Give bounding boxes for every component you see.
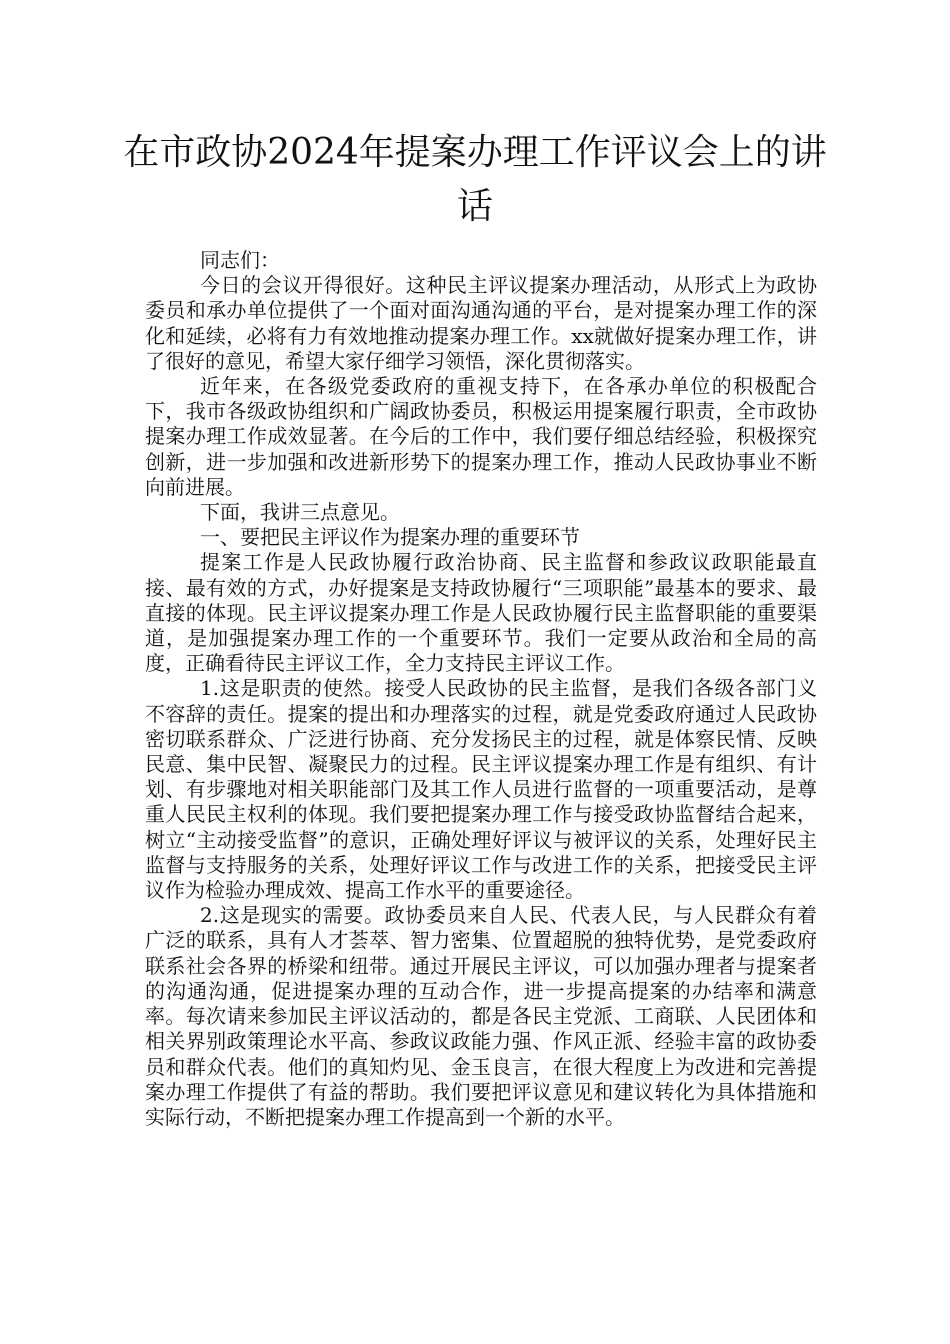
paragraph-proposal-work: 提案工作是人民政协履行政治协商、民主监督和参政议政职能最直接、最有效的方式，办好提案是支持政协履行“三项职能”最基本的要求、最直接的体现。民主评议提案办理工作是人民政协履行民主监督职能的重要渠道，是加强提案办理工作的一个重要环节。我们一定要从政治和全局的高度，正确看待民主评议工作，全力支持民主评议工作。 — [145, 550, 817, 676]
paragraph-three-points: 下面，我讲三点意见。 — [200, 500, 400, 525]
salutation: 同志们： — [200, 248, 280, 272]
document-body — [145, 248, 817, 1130]
paragraph-point-2: 2.这是现实的需要。政协委员来自人民、代表人民，与人民群众有着广泛的联系，具有人才荟萃、智力密集、位置超脱的独特优势，是党委政府联系社会各界的桥梁和纽带。通过开展民主评议，可以加强办理者与提案者的沟通沟通，促进提案办理的互动合作，进一步提高提案的办结率和满意率。每次请来参加民主评议活动的，都是各民主党派、工商联、人民团体和相关界别政策理论水平高、参政议政能力强、作风正派、经验丰富的政协委员和群众代表。他们的真知灼见、金玉良言，在很大程度上为改进和完善提案办理工作提供了有益的帮助。我们要把评议意见和建议转化为具体措施和实际行动，不断把提案办理工作提高到一个新的水平。 — [145, 903, 817, 1129]
document-title: 在市政协2024年提案办理工作评议会上的讲话 — [123, 132, 827, 227]
paragraph-recent-years: 近年来，在各级党委政府的重视支持下，在各承办单位的积极配合下，我市各级政协组织和广阔政协委员，积极运用提案履行职责，全市政协提案办理工作成效显著。在今后的工作中，我们要仔细总结经验，积极探究创新，进一步加强和改进新形势下的提案办理工作，推动人民政协事业不断向前进展。 — [145, 374, 817, 499]
paragraph-point-1: 1.这是职责的使然。接受人民政协的民主监督，是我们各级各部门义不容辞的责任。提案的提出和办理落实的过程，就是党委政府通过人民政协密切联系群众、广泛进行协商、充分发扬民主的过程，就是体察民情、反映民意、集中民智、凝聚民力的过程。民主评议提案办理工作是有组织、有计划、有步骤地对相关职能部门及其工作人员进行监督的一项重要活动，是尊重人民民主权利的体现。我们要把提案办理工作与接受政协监督结合起来，树立“主动接受监督”的意识，正确处理好评议与被评议的关系，处理好民主监督与支持服务的关系，处理好评议工作与改进工作的关系，把接受民主评议作为检验办理成效、提高工作水平的重要途径。 — [145, 676, 817, 903]
paragraph-opening: 今日的会议开得很好。这种民主评议提案办理活动，从形式上为政协委员和承办单位提供了一个面对面沟通沟通的平台，是对提案办理工作的深化和延续，必将有力有效地推动提案办理工作。xx就做好提案办理工作，讲了很好的意见，希望大家仔细学习领悟，深化贯彻落实。 — [145, 273, 817, 373]
section-heading-1: 一、要把民主评议作为提案办理的重要环节 — [200, 525, 580, 550]
